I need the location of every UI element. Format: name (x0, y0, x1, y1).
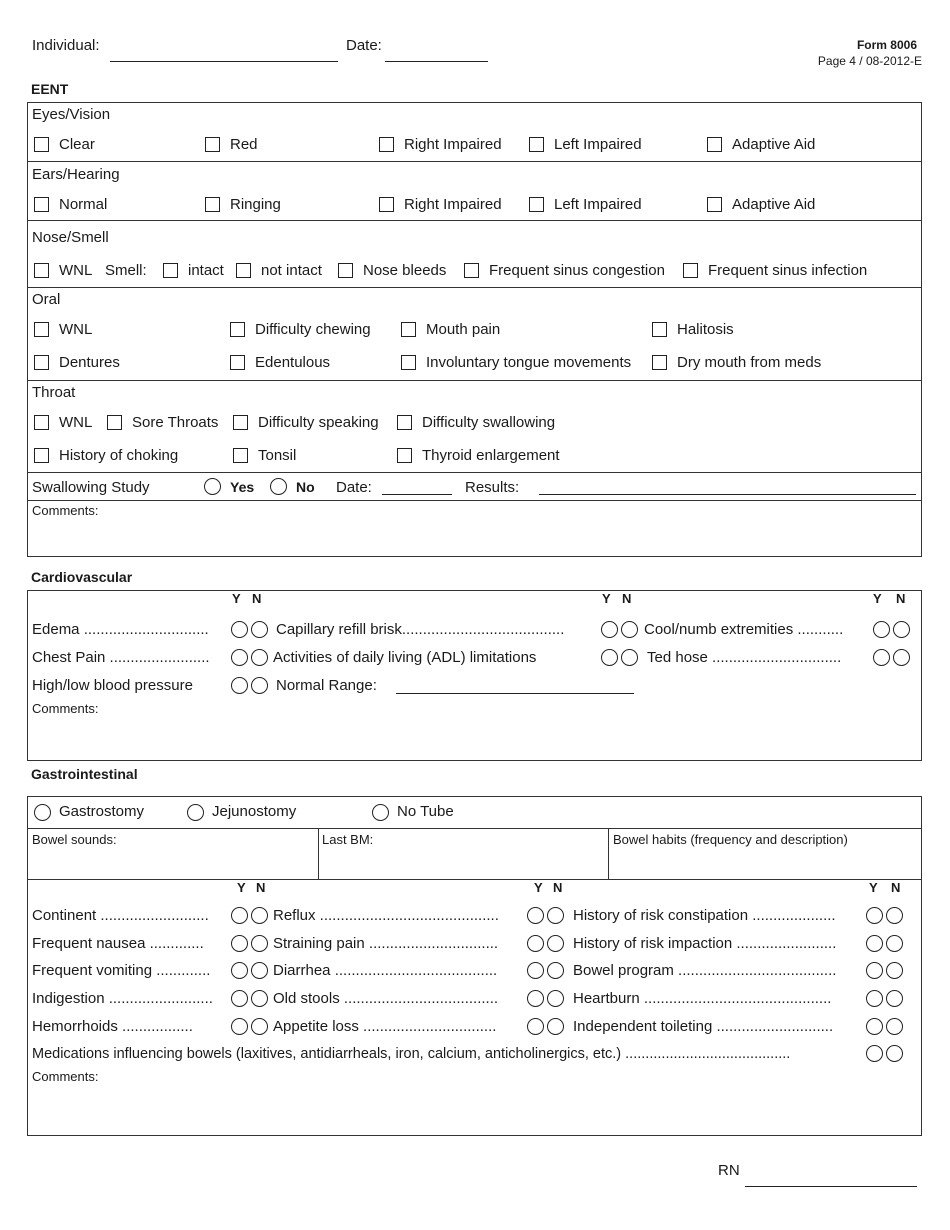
capillary-y-radio[interactable] (601, 621, 618, 638)
reflux-n-radio[interactable] (547, 907, 564, 924)
edentulous-checkbox[interactable] (230, 355, 245, 370)
gi-item-label: Appetite loss ................................ (273, 1018, 497, 1035)
divider (318, 828, 319, 879)
option-label: Adaptive Aid (732, 136, 816, 153)
hemorrhoids-y-radio[interactable] (231, 1018, 248, 1035)
reflux-y-radio[interactable] (527, 907, 544, 924)
ears-left-impaired-checkbox[interactable] (529, 197, 544, 212)
ears-ringing-checkbox[interactable] (205, 197, 220, 212)
tongue-movements-checkbox[interactable] (401, 355, 416, 370)
chest-y-radio[interactable] (231, 649, 248, 666)
tube-label: Jejunostomy (212, 803, 297, 820)
swallowing-date-field[interactable] (382, 494, 452, 495)
option-label: Normal (59, 196, 108, 213)
oral-heading: Oral (32, 291, 61, 308)
ted-hose-label: Ted hose ............................... (647, 649, 842, 666)
divider (27, 472, 922, 473)
divider (27, 879, 922, 880)
eyes-red-checkbox[interactable] (205, 137, 220, 152)
gi-comments-label: Comments: (32, 1069, 99, 1084)
ears-normal-checkbox[interactable] (34, 197, 49, 212)
divider (27, 220, 922, 221)
divider (27, 161, 922, 162)
adl-y-radio[interactable] (601, 649, 618, 666)
bowel-sounds-field[interactable]: Bowel sounds: (32, 832, 117, 847)
option-label: Difficulty speaking (258, 414, 379, 431)
throat-wnl-checkbox[interactable] (34, 415, 49, 430)
indigestion-n-radio[interactable] (251, 990, 268, 1007)
individual-label: Individual: (32, 37, 100, 54)
ted-n-radio[interactable] (893, 649, 910, 666)
toileting-y-radio[interactable] (866, 1018, 883, 1035)
gi-item-label: Frequent nausea ............. (32, 935, 204, 952)
y-header: Y (602, 591, 611, 606)
ted-y-radio[interactable] (873, 649, 890, 666)
impaction-n-radio[interactable] (886, 935, 903, 952)
n-header: N (896, 591, 906, 606)
chest-n-radio[interactable] (251, 649, 268, 666)
smell-label: Smell: (105, 262, 147, 279)
difficulty-swallowing-checkbox[interactable] (397, 415, 412, 430)
oral-wnl-checkbox[interactable] (34, 322, 49, 337)
divider (27, 380, 922, 381)
option-label: Clear (59, 136, 95, 153)
option-label: Nose bleeds (363, 262, 447, 279)
cardio-box (27, 590, 922, 761)
n-header: N (252, 591, 262, 606)
date-label: Date: (346, 37, 382, 54)
n-header: N (622, 591, 632, 606)
n-header: N (553, 880, 563, 895)
gi-item-label: Diarrhea ....................................... (273, 962, 498, 979)
option-label: Dentures (59, 354, 120, 371)
divider (27, 828, 922, 829)
option-label: Tonsil (258, 447, 297, 464)
eyes-heading: Eyes/Vision (32, 106, 111, 123)
gi-item-label: Independent toileting ............................ (573, 1018, 834, 1035)
smell-intact-checkbox[interactable] (163, 263, 178, 278)
option-label: Ringing (230, 196, 281, 213)
gi-item-label: Straining pain ............................... (273, 935, 499, 952)
bp-y-radio[interactable] (231, 677, 248, 694)
results-label: Results: (465, 479, 520, 496)
yes-label: Yes (230, 479, 255, 495)
heartburn-n-radio[interactable] (886, 990, 903, 1007)
nose-bleeds-checkbox[interactable] (338, 263, 353, 278)
appetite-loss-n-radio[interactable] (547, 1018, 564, 1035)
gi-item-label: Frequent vomiting ............. (32, 962, 211, 979)
gi-title: Gastrointestinal (31, 766, 138, 782)
edema-y-radio[interactable] (231, 621, 248, 638)
bowel-habits-field[interactable]: Bowel habits (frequency and description) (613, 832, 848, 847)
diarrhea-y-radio[interactable] (527, 962, 544, 979)
option-label: Red (230, 136, 258, 153)
adl-label: Activities of daily living (ADL) limitations (273, 649, 537, 666)
gi-item-label: Hemorrhoids ................. (32, 1018, 193, 1035)
individual-field[interactable] (110, 61, 338, 62)
normal-range-label: Normal Range: (276, 677, 377, 694)
continent-y-radio[interactable] (231, 907, 248, 924)
gi-item-label: Bowel program ...................................... (573, 962, 837, 979)
medications-label: Medications influencing bowels (laxitives, antidiarrheals, iron, calcium, anticholinergics, etc.) ......................................... (32, 1046, 791, 1062)
cardio-comments-label: Comments: (32, 701, 99, 716)
option-label: WNL (59, 262, 93, 279)
n-header: N (256, 880, 266, 895)
tonsil-checkbox[interactable] (233, 448, 248, 463)
difficulty-chewing-checkbox[interactable] (230, 322, 245, 337)
vomiting-y-radio[interactable] (231, 962, 248, 979)
cool-extremities-label: Cool/numb extremities ........... (644, 621, 844, 638)
option-label: Mouth pain (426, 321, 501, 338)
impaction-y-radio[interactable] (866, 935, 883, 952)
y-header: Y (869, 880, 878, 895)
eyes-adaptive-aid-checkbox[interactable] (707, 137, 722, 152)
appetite-loss-y-radio[interactable] (527, 1018, 544, 1035)
diarrhea-n-radio[interactable] (547, 962, 564, 979)
toileting-n-radio[interactable] (886, 1018, 903, 1035)
last-bm-field[interactable]: Last BM: (322, 832, 374, 847)
dentures-checkbox[interactable] (34, 355, 49, 370)
date-field[interactable] (385, 61, 488, 62)
option-label: not intact (261, 262, 322, 279)
results-field[interactable] (539, 494, 916, 495)
bp-n-radio[interactable] (251, 677, 268, 694)
no-label: No (296, 479, 315, 495)
constipation-y-radio[interactable] (866, 907, 883, 924)
heartburn-y-radio[interactable] (866, 990, 883, 1007)
indigestion-y-radio[interactable] (231, 990, 248, 1007)
option-label: Right Impaired (404, 136, 502, 153)
y-header: Y (873, 591, 882, 606)
nose-wnl-checkbox[interactable] (34, 263, 49, 278)
option-label: Right Impaired (404, 196, 502, 213)
nausea-y-radio[interactable] (231, 935, 248, 952)
straining-n-radio[interactable] (547, 935, 564, 952)
old-stools-n-radio[interactable] (547, 990, 564, 1007)
eyes-left-impaired-checkbox[interactable] (529, 137, 544, 152)
continent-n-radio[interactable] (251, 907, 268, 924)
edema-label: Edema .............................. (32, 621, 209, 638)
mouth-pain-checkbox[interactable] (401, 322, 416, 337)
option-label: Frequent sinus congestion (489, 262, 665, 279)
swallowing-no-radio[interactable] (270, 478, 287, 495)
option-label: Sore Throats (132, 414, 219, 431)
bowel-program-n-radio[interactable] (886, 962, 903, 979)
bowel-program-y-radio[interactable] (866, 962, 883, 979)
adl-n-radio[interactable] (621, 649, 638, 666)
throat-heading: Throat (32, 384, 76, 401)
halitosis-checkbox[interactable] (652, 322, 667, 337)
gi-item-label: Old stools ..................................... (273, 990, 499, 1007)
option-label: Adaptive Aid (732, 196, 816, 213)
n-header: N (891, 880, 901, 895)
gi-item-label: Continent .......................... (32, 907, 209, 924)
old-stools-y-radio[interactable] (527, 990, 544, 1007)
option-label: Thyroid enlargement (422, 447, 560, 464)
dry-mouth-checkbox[interactable] (652, 355, 667, 370)
y-header: Y (232, 591, 241, 606)
swallowing-yes-radio[interactable] (204, 478, 221, 495)
rn-label: RN (718, 1162, 740, 1179)
cool-n-radio[interactable] (893, 621, 910, 638)
sinus-infection-checkbox[interactable] (683, 263, 698, 278)
thyroid-checkbox[interactable] (397, 448, 412, 463)
history-choking-checkbox[interactable] (34, 448, 49, 463)
y-header: Y (237, 880, 246, 895)
hemorrhoids-n-radio[interactable] (251, 1018, 268, 1035)
option-label: intact (188, 262, 224, 279)
jejunostomy-radio[interactable] (187, 804, 204, 821)
option-label: Left Impaired (554, 136, 642, 153)
form-number: Form 8006 (856, 38, 917, 52)
medications-y-radio[interactable] (866, 1045, 883, 1062)
vomiting-n-radio[interactable] (251, 962, 268, 979)
eyes-right-impaired-checkbox[interactable] (379, 137, 394, 152)
option-label: Edentulous (255, 354, 331, 371)
smell-not-intact-checkbox[interactable] (236, 263, 251, 278)
divider (27, 287, 922, 288)
rn-signature-field[interactable] (745, 1186, 917, 1187)
capillary-label: Capillary refill brisk....................................... (276, 621, 565, 638)
eent-comments-label: Comments: (32, 503, 99, 518)
straining-y-radio[interactable] (527, 935, 544, 952)
sore-throats-checkbox[interactable] (107, 415, 122, 430)
no-tube-radio[interactable] (372, 804, 389, 821)
option-label: History of choking (59, 447, 179, 464)
chest-pain-label: Chest Pain ........................ (32, 649, 210, 666)
gi-item-label: History of risk impaction ........................ (573, 935, 837, 952)
eent-title: EENT (31, 81, 69, 97)
swallowing-label: Swallowing Study (32, 479, 150, 496)
nose-heading: Nose/Smell (32, 229, 109, 246)
gi-item-label: Heartburn ............................................. (573, 990, 832, 1007)
sinus-congestion-checkbox[interactable] (464, 263, 479, 278)
normal-range-field[interactable] (396, 693, 634, 694)
gastrostomy-radio[interactable] (34, 804, 51, 821)
constipation-n-radio[interactable] (886, 907, 903, 924)
option-label: Left Impaired (554, 196, 642, 213)
option-label: Frequent sinus infection (708, 262, 868, 279)
difficulty-speaking-checkbox[interactable] (233, 415, 248, 430)
capillary-n-radio[interactable] (621, 621, 638, 638)
option-label: WNL (59, 414, 93, 431)
tube-label: Gastrostomy (59, 803, 145, 820)
tube-label: No Tube (397, 803, 454, 820)
page-info: Page 4 / 08-2012-E (817, 54, 922, 68)
divider (27, 500, 922, 501)
gi-item-label: Reflux ........................................... (273, 907, 499, 924)
ears-right-impaired-checkbox[interactable] (379, 197, 394, 212)
cool-y-radio[interactable] (873, 621, 890, 638)
eyes-clear-checkbox[interactable] (34, 137, 49, 152)
nausea-n-radio[interactable] (251, 935, 268, 952)
option-label: Halitosis (677, 321, 734, 338)
edema-n-radio[interactable] (251, 621, 268, 638)
option-label: Difficulty swallowing (422, 414, 556, 431)
divider (608, 828, 609, 879)
ears-heading: Ears/Hearing (32, 166, 120, 183)
gi-item-label: History of risk constipation .................... (573, 907, 836, 924)
option-label: WNL (59, 321, 93, 338)
medications-n-radio[interactable] (886, 1045, 903, 1062)
option-label: Dry mouth from meds (677, 354, 822, 371)
gi-item-label: Indigestion ......................... (32, 990, 213, 1007)
cardio-title: Cardiovascular (31, 569, 133, 585)
ears-adaptive-aid-checkbox[interactable] (707, 197, 722, 212)
bp-label: High/low blood pressure (32, 677, 193, 694)
option-label: Difficulty chewing (255, 321, 371, 338)
option-label: Involuntary tongue movements (426, 354, 632, 371)
y-header: Y (534, 880, 543, 895)
swallowing-date-label: Date: (336, 479, 372, 496)
